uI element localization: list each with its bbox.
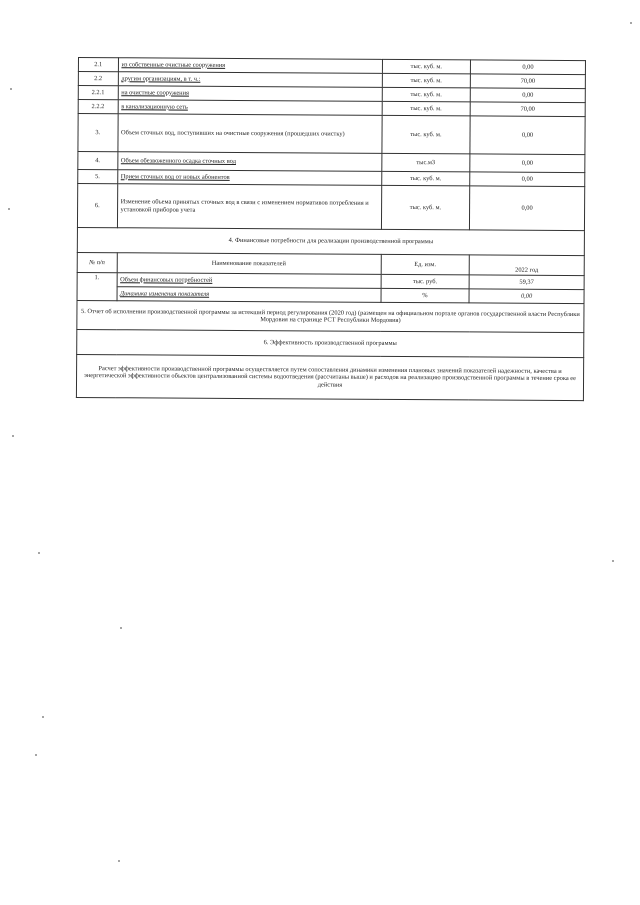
row-value: 0,00: [469, 289, 584, 304]
row-number: 3.: [78, 114, 118, 152]
col-name-header: Наименование показателей: [117, 253, 381, 275]
program-table: [76, 57, 586, 401]
row-number: 2.2.2: [78, 100, 118, 114]
row-value: 0,00: [470, 60, 585, 75]
section-6-text: Расчет эффективности производственной программы осуществляется путем сопоставления динамики изменения плановых значений показателей надежности, качества и энергетической эффективности объектов централизованной системы водоотведения (рассчитаны выше) и расходов на реализацию производственной программы в течение срока ее действия: [76, 354, 583, 400]
scan-speck: [35, 754, 37, 756]
row-unit: тыс. руб.: [381, 274, 469, 289]
row-name: Объем сточных вод, поступивших на очистные сооружения (прошедших очистку): [117, 114, 381, 154]
scan-speck: [12, 435, 14, 437]
scan-speck: [118, 860, 120, 862]
scan-speck: [612, 560, 614, 562]
section-6-header: [77, 329, 584, 357]
row-number: 4.: [78, 152, 118, 170]
row-value: 59,37: [469, 275, 584, 290]
row-unit: тыс. куб. м.: [382, 115, 470, 154]
row-value: 0,00: [470, 88, 585, 103]
row-number: 2.2: [78, 72, 118, 86]
col-number-header: № п/п: [77, 252, 117, 272]
row-name: Объем обезвоженного осадка сточных вод: [117, 152, 381, 172]
row-name: Динамика изменения показателя: [117, 287, 381, 303]
section-4-title: 4. Финансовые потребности для реализации производственной программы: [77, 227, 584, 255]
section-5: [77, 300, 584, 332]
row-unit: тыс. куб. м.: [382, 59, 470, 74]
col-year-header: 2022 год: [469, 255, 584, 276]
row-name: в канализационную сеть: [118, 100, 382, 116]
scan-speck: [8, 208, 10, 210]
row-name: Изменение объема принятых сточных вод в связи с изменением нормативов потребления и установкой приборов учета: [117, 184, 382, 230]
scan-speck: [10, 88, 12, 90]
row-unit: тыс. куб. м.: [381, 171, 469, 186]
scan-speck: [120, 627, 122, 629]
row-unit: тыс. куб. м.: [382, 73, 470, 88]
scan-speck: [630, 22, 632, 24]
row-name: Объем финансовых потребностей: [117, 273, 381, 289]
row-number: 2.1: [78, 58, 118, 72]
row-name: на очистные сооружения: [118, 86, 382, 102]
section-6-title: 6. Эффективность производственной программы: [77, 329, 584, 357]
col-unit-header: Ед. изм.: [381, 254, 469, 275]
section-4-header: [77, 227, 584, 255]
row-name: из собственные очистные сооружения: [118, 58, 382, 74]
row-number: 1.: [77, 272, 117, 300]
row-unit: тыс. куб. м.: [382, 87, 470, 102]
section-6-body: [76, 354, 583, 400]
row-unit: тыс. куб. м.: [382, 101, 470, 116]
table-row: [78, 114, 585, 155]
row-value: 0,00: [470, 154, 585, 173]
row-unit: тыс. куб. м.: [381, 185, 470, 230]
row-name: другим организациям, в т. ч.:: [118, 72, 382, 88]
row-name: Прием сточных вод от новых абонентов: [117, 170, 381, 186]
table-row: [77, 184, 584, 231]
scan-speck: [42, 716, 44, 718]
row-number: 2.2.1: [78, 86, 118, 100]
row-number: 5.: [78, 170, 118, 184]
row-value: 0,00: [469, 186, 584, 231]
row-value: 70,00: [470, 102, 585, 117]
row-unit: %: [381, 288, 469, 303]
row-number: 6.: [77, 184, 117, 228]
row-value: 70,00: [470, 74, 585, 89]
scan-speck: [38, 552, 40, 554]
row-value: 0,00: [470, 172, 585, 187]
section-5-text: 5. Отчет об исполнении производственной программы за истекший период регулирования (2020 год) (размещен на официальном портале органов государственной власти Республики Мордовия на странице РСТ Республики Мордовия): [77, 300, 584, 332]
row-value: 0,00: [470, 116, 585, 155]
row-unit: тыс.м3: [382, 153, 470, 172]
